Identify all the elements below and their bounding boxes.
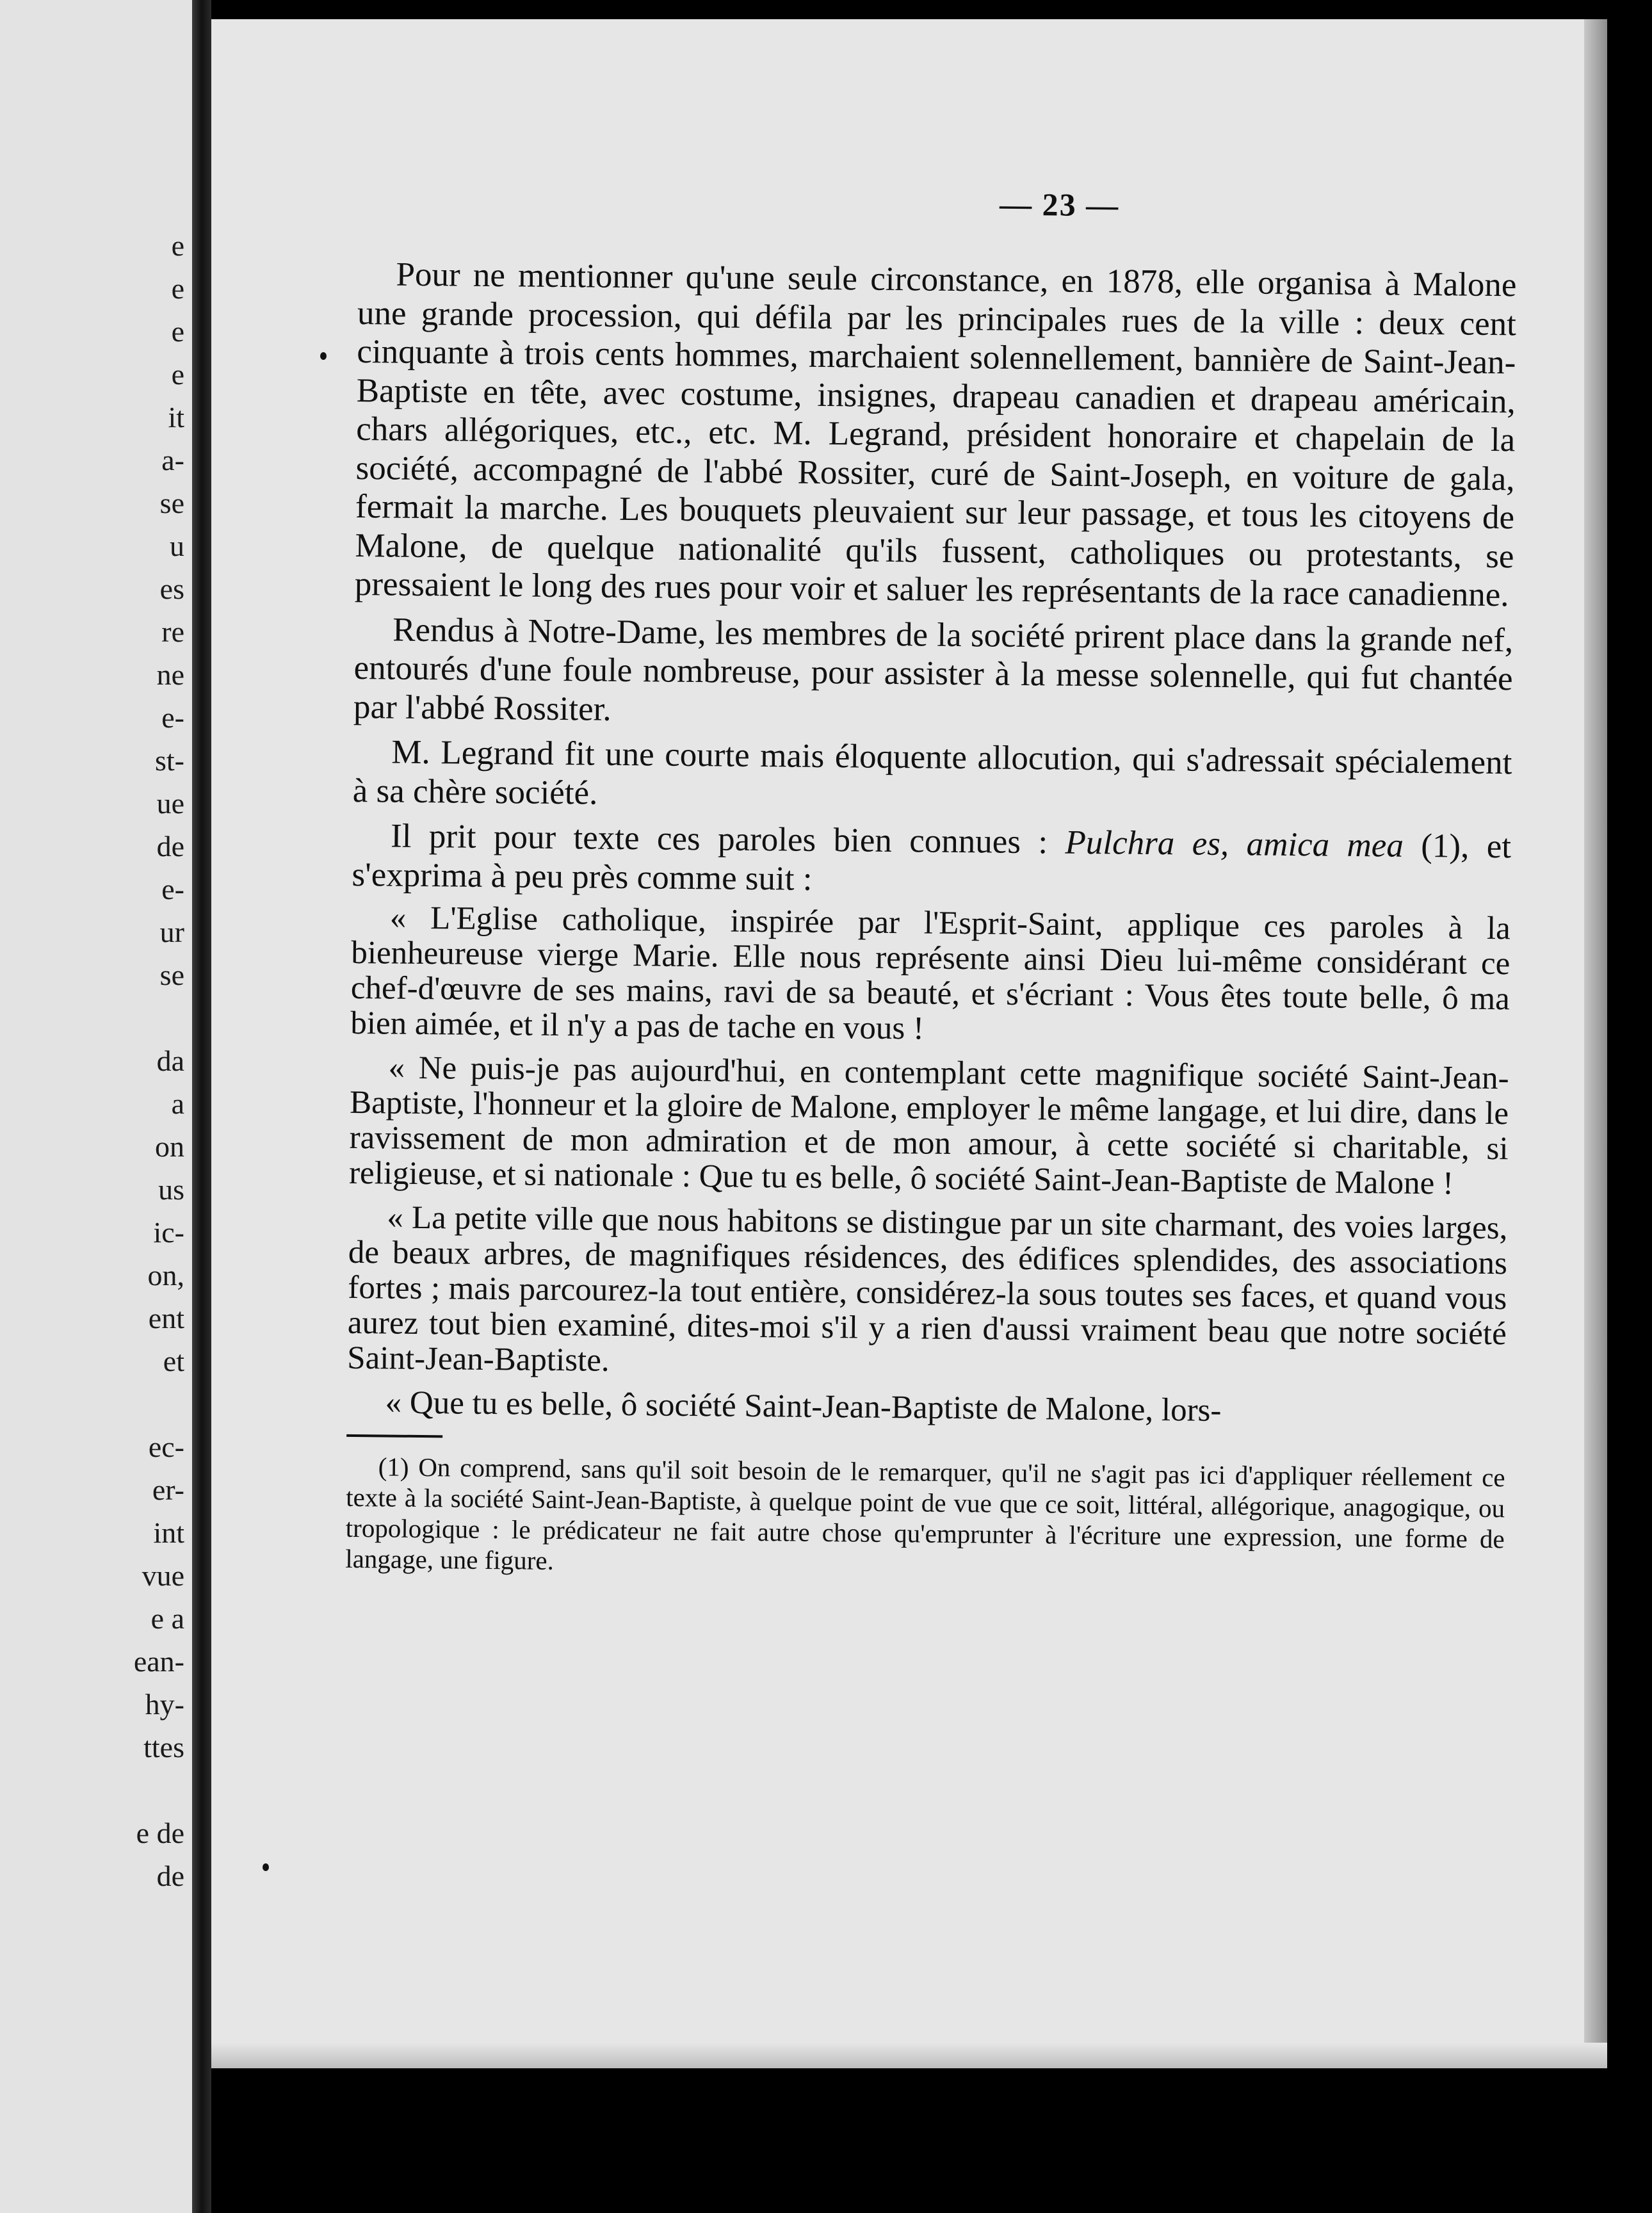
facing-page-line: u [170,530,184,562]
paragraph: Pour ne mentionner qu'une seule circonstance, en 1878, elle organisa à Malone une grande procession, qui défila par les principales rues de la ville : deux cent cinquante à trois cents hommes, marchaient solennellement, bannière de Saint-Jean-Baptiste en tête, avec costume, insignes, drapeau canadien et drapeau américain, chars allégoriques, etc., etc. M. Legrand, président honoraire et chapelain de la société, accompagné de l'abbé Rossiter, curé de Saint-Joseph, en voiture de gala, fermait la marche. Les bouquets pleuvaient sur leur passage, et tous les citoyens de Malone, de quelque nationalité qu'ils fussent, catholiques ou protestants, se pressaient le long des rues pour voir et saluer les représentants de la race canadienne. [354,255,1517,614]
facing-page-line: re [161,615,184,648]
facing-page-line: it [168,401,184,434]
facing-page-line: on, [147,1259,184,1292]
sermon-quote: « Ne puis-je pas aujourd'hui, en contemplant cette magnifique société Saint-Jean-Baptiste, l'honneur et la gloire de Malone, employer le même langage, et lui dire, dans le ravissement de mon admiration et de mon amour, à cette société si charitable, si religieuse, et si nationale : Que tu es belle, ô société Saint-Jean-Baptiste de Malone ! [348,1050,1509,1202]
facing-page-line: on [155,1130,184,1163]
facing-page-line: ic- [153,1216,184,1249]
sermon-quote: « Que tu es belle, ô société Saint-Jean-Baptiste de Malone, lors- [385,1384,1222,1429]
facing-page-line: e de [136,1817,184,1849]
facing-page-line: us [158,1173,184,1206]
facing-page-line [134,1382,184,1425]
facing-page-line: de [156,830,184,863]
facing-page-line: ue [156,787,184,820]
page-bottom-shadow [211,2043,1607,2068]
sermon-quote: « L'Eglise catholique, inspirée par l'Esprit-Saint, applique ces paroles à la bienheureuse vierge Marie. Elle nous représente ainsi Dieu lui-même considérant ce chef-d'œuvre de ses mains, ravi de sa beauté, et s'écriant : Vous êtes toute belle, ô ma bien aimée, et il n'y a pas de tache en vous ! [350,900,1511,1047]
facing-page-line: ne [156,658,184,691]
ink-speck [320,352,327,360]
page-edge-shadow [1584,19,1607,2068]
facing-page-line [134,1769,184,1812]
page-content [345,179,1518,1585]
ink-speck [263,1863,269,1871]
footnote-rule [346,1434,442,1438]
facing-page-line: hy- [145,1688,184,1721]
facing-page-line: er- [152,1473,184,1506]
facing-page-line: e [171,272,184,305]
facing-page-line: se [159,959,184,991]
intro-text-after: (1), et s'exprima à peu près comme suit : [352,827,1512,898]
facing-page-line: e [171,315,184,348]
footnote: (1) On comprend, sans qu'il soit besoin de le remarquer, qu'il ne s'agit pas ici d'appliquer réellement ce texte à la société Saint-Jean-Baptiste, à quelque point de vue que ce soit, littéral, allégorique, anagogique, ou tropologique : le prédicateur ne fait autre chose qu'emprunter à l'écriture une expression, une forme de langage, une figure. [345,1452,1505,1576]
facing-page-line: ent [148,1302,184,1334]
facing-page-line: vue [142,1559,184,1592]
paragraph: M. Legrand fit une courte mais éloquente allocution, qui s'adressait spécialement à sa chère société. [352,733,1512,812]
facing-page-line: es [159,572,184,605]
facing-page-line: ec- [148,1431,184,1463]
facing-page-line: e- [161,873,184,905]
paragraph: Rendus à Notre-Dame, les membres de la société prirent place dans la grande nef, entourés d'une foule nombreuse, pour assister à la messe solennelle, qui fut chantée par l'abbé Rossiter. [353,611,1514,728]
facing-page-text [134,224,184,1897]
facing-page-fragment [0,0,192,2213]
facing-page-line: e- [161,701,184,734]
facing-page-line: e a [150,1602,184,1635]
facing-page-line: de [156,1860,184,1892]
main-page [211,19,1607,2068]
facing-page-line: et [163,1345,184,1377]
facing-page-line: int [153,1516,184,1549]
sermon-quote: « La petite ville que nous habitons se distingue par un site charmant, des voies larges, de beaux arbres, de magnifiques résidences, des édifices splendides, des associations fortes ; mais parcourez-la tout entière, considérez-la sous toutes ses faces, et quand vous aurez tout bien examiné, dites-moi s'il y a rien d'aussi vraiment beau que notre société Saint-Jean-Baptiste. [347,1199,1508,1379]
facing-page-line: st- [155,744,184,777]
facing-page-line: e [171,229,184,262]
facing-page-line: a- [161,444,184,476]
page-number: — 23 — [999,186,1120,223]
latin-quotation: Pulchra es, amica mea [1065,823,1404,864]
intro-text-before: Il prit pour texte ces paroles bien connues : [390,817,1065,861]
facing-page-line: ur [159,916,184,948]
book-gutter [192,0,211,2213]
facing-page-line: ttes [143,1731,184,1763]
facing-page-line: a [171,1087,184,1120]
facing-page-line: ean- [133,1645,184,1678]
intro-paragraph [352,816,1511,905]
facing-page-line: da [156,1044,184,1077]
facing-page-line: e [171,358,184,391]
facing-page-line [134,996,184,1039]
facing-page-line: se [159,487,184,519]
